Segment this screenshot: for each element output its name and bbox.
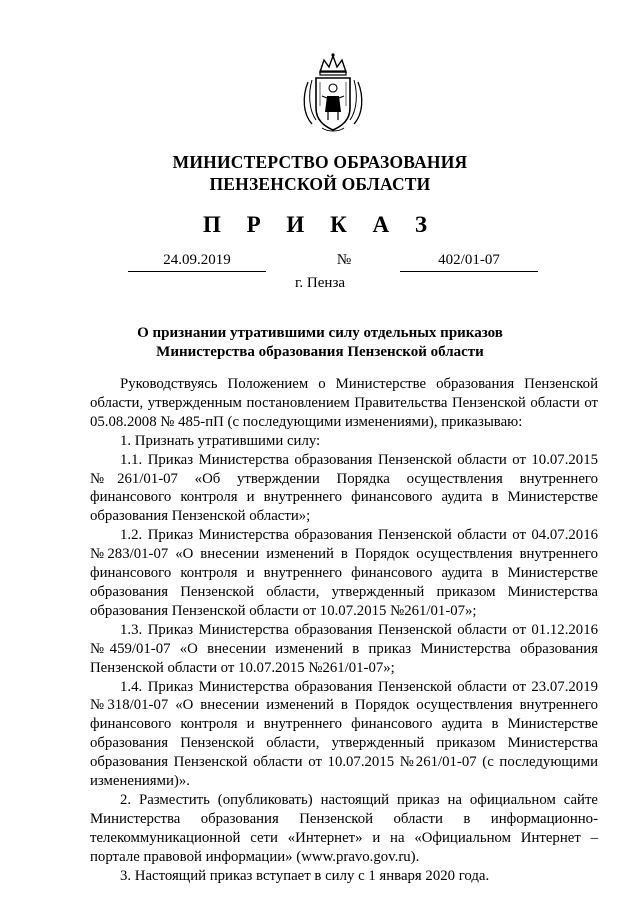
item-1-3: 1.3. Приказ Министерства образования Пензенской области от 01.12.2016 №459/01-07 «О внесении изменений в приказ Министерства образования Пензенской области от 10.07.2015 №261/01-07»; — [90, 621, 598, 676]
city: г. Пенза — [294, 275, 346, 291]
ministry-name-line-2: ПЕНЗЕНСКОЙ ОБЛАСТИ — [209, 174, 431, 194]
ministry-name-line-1: МИНИСТЕРСТВО ОБРАЗОВАНИЯ — [172, 152, 468, 172]
item-1-4: 1.4. Приказ Министерства образования Пензенской области от 23.07.2019 №318/01-07 «О внесении изменений в Порядок осуществления внутреннего финансового контроля и внутреннего финансового аудита в Министерстве образования Пензенской области, утвержденный приказом Министерства образования Пензенской области от 10.07.2015 №261/01-07 (с последующими изменениями)». — [90, 678, 598, 790]
intro-paragraph: Руководствуясь Положением о Министерстве образования Пензенской области, утвержденным постановлением Правительства Пензенской области от 05.08.2008 № 485-пП (с последующими изменениями), приказываю: — [90, 376, 598, 430]
number-sign: № — [336, 252, 352, 268]
subject-line-2: Министерства образования Пензенской области — [156, 344, 484, 360]
subject-line-1: О признании утратившими силу отдельных приказов — [137, 325, 503, 341]
item-1-1: 1.1. Приказ Министерства образования Пензенской области от 10.07.2015 №261/01-07 «Об утверждении Порядка осуществления внутреннего финансового контроля и внутреннего финансового аудита в Министерстве образования Пензенской области»; — [90, 451, 598, 525]
penza-oblast-coat-of-arms-icon — [298, 52, 368, 134]
item-3: 3. Настоящий приказ вступает в силу с 1 января 2020 года. — [120, 867, 490, 884]
document-body — [90, 375, 598, 885]
order-number: 402/01-07 — [438, 252, 500, 268]
order-title: П Р И К А З — [202, 212, 437, 237]
number-underline — [400, 271, 538, 272]
item-2: 2. Разместить (опубликовать) настоящий приказ на официальном сайте Министерства образования Пензенской области в информационно-телекоммуникационной сети «Интернет» и на «Официальном Интернет – портале правовой информации» (www.pravo.gov.ru). — [90, 791, 598, 865]
item-1-2: 1.2. Приказ Министерства образования Пензенской области от 04.07.2016 №283/01-07 «О внесении изменений в Порядок осуществления внутреннего финансового контроля и внутреннего финансового аудита в Министерстве образования Пензенской области, утвержденный приказом Министерства образования Пензенской области от 10.07.2015 №261/01-07»; — [90, 527, 598, 619]
order-date: 24.09.2019 — [163, 252, 231, 268]
item-1: 1. Признать утратившими силу: — [120, 432, 321, 449]
date-underline — [128, 271, 266, 272]
